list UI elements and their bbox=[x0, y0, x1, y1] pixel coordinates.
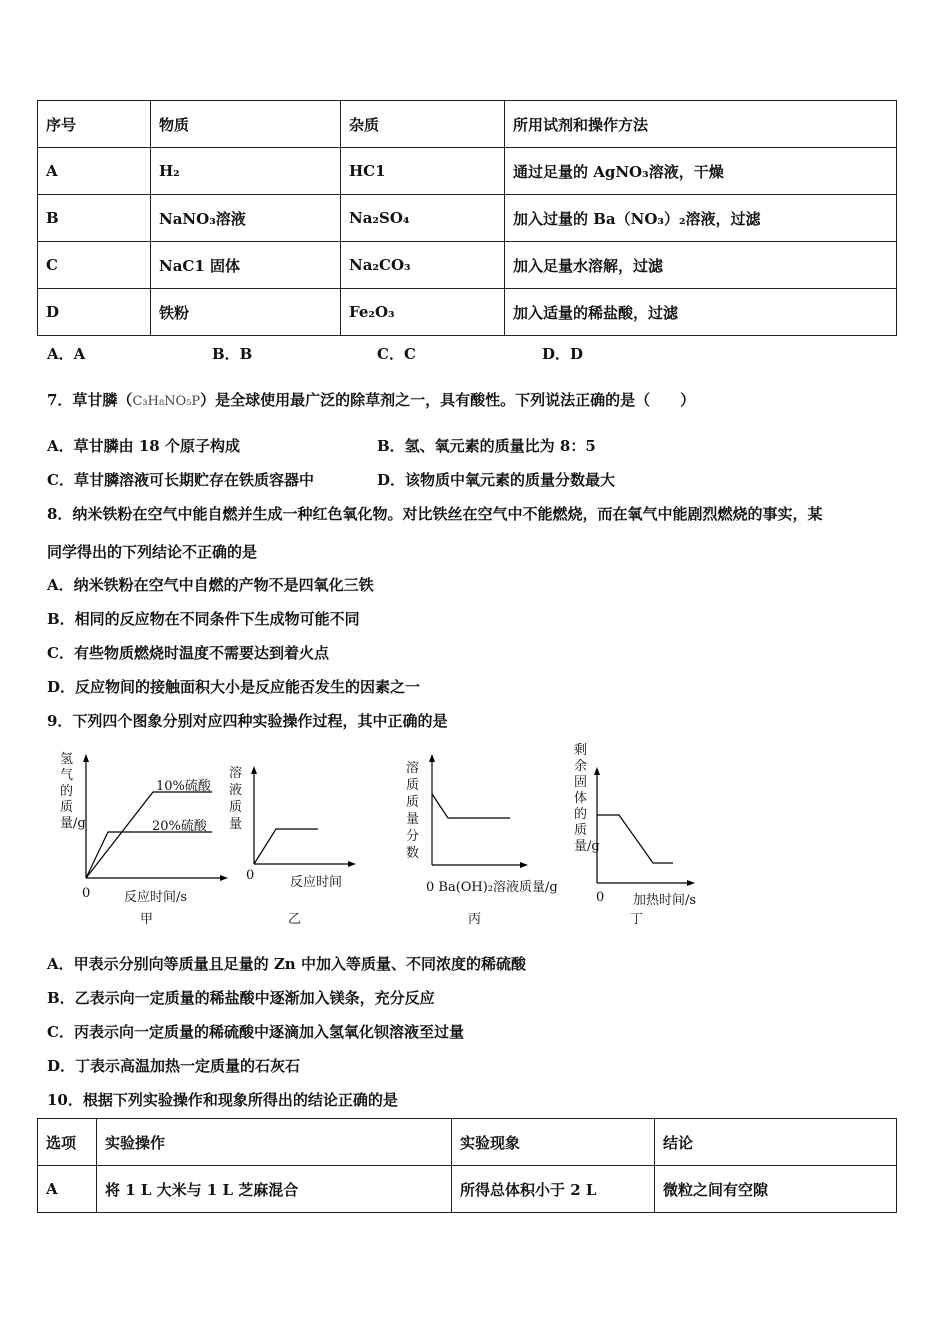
header-cell: 选项 bbox=[38, 1119, 97, 1166]
q8-option-b[interactable]: B．相同的反应物在不同条件下生成物可能不同 bbox=[47, 610, 360, 628]
x-axis-arrow bbox=[520, 862, 528, 868]
row-phenomenon: 所得总体积小于 2 L bbox=[452, 1166, 655, 1213]
graph-ding-origin: 0 bbox=[596, 890, 605, 905]
y-axis-arrow bbox=[251, 766, 257, 774]
q9-option-c[interactable]: C．丙表示向一定质量的稀硫酸中逐滴加入氢氧化钡溶液至过量 bbox=[47, 1023, 464, 1041]
graph-bing-plot bbox=[424, 752, 528, 870]
graph-ding-ylabel: 剩余固体的质量/g bbox=[574, 743, 600, 854]
q7-formula: C₃H₈NO₅P bbox=[132, 394, 201, 409]
table-row bbox=[38, 289, 897, 336]
q9-option-d[interactable]: D．丁表示高温加热一定质量的石灰石 bbox=[47, 1057, 301, 1075]
q7-option-d[interactable]: D．该物质中氧元素的质量分数最大 bbox=[377, 471, 616, 489]
q7-option-c[interactable]: C．草甘膦溶液可长期贮存在铁质容器中 bbox=[47, 471, 314, 489]
row-substance: NaC1 固体 bbox=[151, 242, 341, 289]
q9-option-b[interactable]: B．乙表示向一定质量的稀盐酸中逐渐加入镁条，充分反应 bbox=[47, 989, 435, 1007]
graph-jia-series1-label: 10%硫酸 bbox=[156, 779, 211, 794]
graph-jia-series2-label: 20%硫酸 bbox=[152, 819, 207, 834]
table-header-row bbox=[38, 101, 897, 148]
row-method: 通过足量的 AgNO₃溶液，干燥 bbox=[505, 148, 897, 195]
header-cell: 所用试剂和操作方法 bbox=[505, 101, 897, 148]
graph-jia-ylabel: 氢气的质量/g bbox=[60, 752, 86, 831]
q8-option-a[interactable]: A．纳米铁粉在空气中自燃的产物不是四氧化三铁 bbox=[47, 576, 374, 594]
row-substance: 铁粉 bbox=[151, 289, 341, 336]
row-id: C bbox=[38, 242, 151, 289]
row-id: B bbox=[38, 195, 151, 242]
graph-jia-xlabel: 反应时间/s bbox=[124, 890, 188, 905]
row-id: A bbox=[38, 148, 151, 195]
table-row bbox=[38, 1166, 897, 1213]
q8-option-c[interactable]: C．有些物质燃烧时温度不需要达到着火点 bbox=[47, 644, 329, 662]
graph-ding-xlabel: 加热时间/s bbox=[633, 893, 697, 908]
row-impurity: Fe₂O₃ bbox=[341, 289, 505, 336]
x-axis-arrow bbox=[220, 875, 228, 881]
graph-ding-plot bbox=[591, 765, 695, 887]
impurity-removal-table bbox=[37, 100, 897, 336]
series-line bbox=[432, 794, 510, 818]
experiment-table bbox=[37, 1118, 897, 1213]
x-axis-arrow bbox=[348, 861, 356, 867]
q9-stem: 9．下列四个图象分别对应四种实验操作过程，其中正确的是 bbox=[47, 712, 448, 730]
q8-option-d[interactable]: D．反应物间的接触面积大小是反应能否发生的因素之一 bbox=[47, 678, 421, 696]
series-10pct-line bbox=[86, 792, 212, 878]
graph-jia-name: 甲 bbox=[140, 912, 154, 927]
q7-option-b[interactable]: B．氢、氧元素的质量比为 8：5 bbox=[377, 437, 596, 455]
row-method: 加入过量的 Ba（NO₃）₂溶液，过滤 bbox=[505, 195, 897, 242]
graph-bing-xlabel: 0 Ba(OH)₂溶液质量/g bbox=[426, 880, 558, 895]
graph-jia-origin: 0 bbox=[82, 886, 91, 901]
header-cell: 实验现象 bbox=[452, 1119, 655, 1166]
row-id: D bbox=[38, 289, 151, 336]
header-cell: 物质 bbox=[151, 101, 341, 148]
q8-stem-line2: 同学得出的下列结论不正确的是 bbox=[47, 543, 258, 561]
q8-stem-line1: 8．纳米铁粉在空气中能自燃并生成一种红色氧化物。对比铁丝在空气中不能燃烧，而在氧气中能剧烈燃烧的事实，某 bbox=[47, 505, 823, 523]
y-axis-arrow bbox=[594, 767, 600, 775]
y-axis-arrow bbox=[83, 754, 89, 762]
graph-yi-xlabel: 反应时间 bbox=[290, 875, 343, 890]
y-axis-arrow bbox=[429, 754, 435, 762]
series-20pct-line bbox=[86, 832, 212, 878]
row-substance: NaNO₃溶液 bbox=[151, 195, 341, 242]
q6-option-b[interactable]: B．B bbox=[212, 345, 253, 363]
row-id: A bbox=[38, 1166, 97, 1213]
row-operation: 将 1 L 大米与 1 L 芝麻混合 bbox=[97, 1166, 452, 1213]
header-cell: 杂质 bbox=[341, 101, 505, 148]
header-cell: 实验操作 bbox=[97, 1119, 452, 1166]
graph-yi-ylabel: 溶液质量 bbox=[229, 766, 243, 832]
row-impurity: Na₂SO₄ bbox=[341, 195, 505, 242]
table-row bbox=[38, 148, 897, 195]
row-impurity: Na₂CO₃ bbox=[341, 242, 505, 289]
header-cell: 序号 bbox=[38, 101, 151, 148]
graph-yi-origin: 0 bbox=[246, 868, 255, 883]
series-line bbox=[597, 815, 673, 863]
graph-bing-name: 丙 bbox=[468, 912, 482, 927]
q7-option-a[interactable]: A．草甘膦由 18 个原子构成 bbox=[47, 437, 240, 455]
graph-ding-name: 丁 bbox=[630, 912, 644, 927]
q10-stem: 10．根据下列实验操作和现象所得出的结论正确的是 bbox=[47, 1091, 398, 1109]
q7-stem-post: ）是全球使用最广泛的除草剂之一，具有酸性。下列说法正确的是（ ） bbox=[200, 391, 696, 409]
table-row bbox=[38, 195, 897, 242]
q9-option-a[interactable]: A．甲表示分别向等质量且足量的 Zn 中加入等质量、不同浓度的稀硫酸 bbox=[47, 955, 526, 973]
table-row bbox=[38, 242, 897, 289]
graph-yi-name: 乙 bbox=[288, 912, 302, 927]
table-header-row bbox=[38, 1119, 897, 1166]
q7-stem-pre: 7．草甘膦（ bbox=[47, 391, 133, 409]
q6-option-a[interactable]: A．A bbox=[47, 345, 86, 363]
header-cell: 结论 bbox=[655, 1119, 897, 1166]
row-conclusion: 微粒之间有空隙 bbox=[655, 1166, 897, 1213]
graph-yi-plot bbox=[246, 764, 356, 869]
row-method: 加入适量的稀盐酸，过滤 bbox=[505, 289, 897, 336]
q7-stem bbox=[47, 389, 695, 410]
q6-option-d[interactable]: D．D bbox=[542, 345, 584, 363]
x-axis-arrow bbox=[687, 880, 695, 886]
row-substance: H₂ bbox=[151, 148, 341, 195]
q6-option-c[interactable]: C．C bbox=[377, 345, 416, 363]
row-impurity: HC1 bbox=[341, 148, 505, 195]
row-method: 加入足量水溶解，过滤 bbox=[505, 242, 897, 289]
graph-bing-ylabel: 溶质质量分数 bbox=[406, 761, 420, 861]
series-line bbox=[254, 829, 318, 864]
